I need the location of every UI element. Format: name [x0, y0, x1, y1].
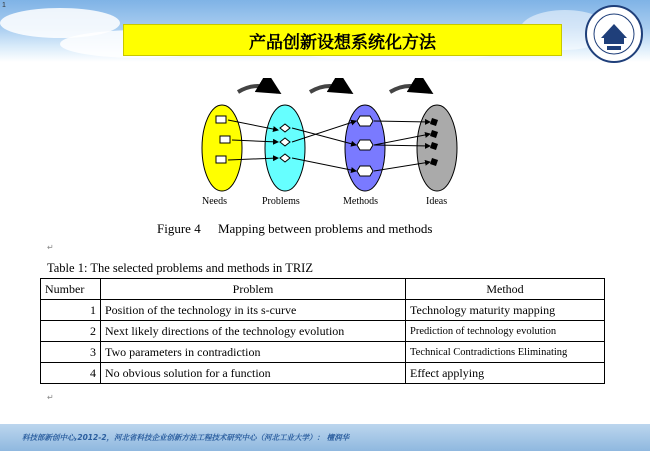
page-number: 1: [2, 2, 6, 9]
mapping-figure: [150, 78, 495, 243]
table-row: [41, 300, 605, 321]
ideas-ellipse: [417, 105, 457, 191]
table-row: [41, 342, 605, 363]
label-methods: Methods: [343, 196, 378, 207]
row-method: Technical Contradictions Eliminating: [406, 342, 605, 363]
label-ideas: Ideas: [426, 196, 448, 207]
header-number: Number: [41, 279, 101, 300]
figure-caption: [157, 221, 432, 237]
row-number: 1: [41, 300, 101, 321]
problems-ellipse: [265, 105, 305, 191]
figure-caption-text: Mapping between problems and methods: [217, 221, 433, 236]
slide-title: 产品创新设想系统化方法: [123, 24, 562, 56]
label-needs: Needs: [202, 196, 227, 207]
problems-methods-table: [40, 278, 605, 384]
row-problem: Next likely directions of the technology evolution: [101, 321, 406, 342]
row-method: Technology maturity mapping: [406, 300, 605, 321]
row-number: 3: [41, 342, 101, 363]
row-problem: Two parameters in contradiction: [101, 342, 406, 363]
university-seal-logo: [584, 4, 644, 64]
row-number: 4: [41, 363, 101, 384]
figure-caption-number: Figure 4: [157, 221, 201, 236]
row-problem: No obvious solution for a function: [101, 363, 406, 384]
row-problem: Position of the technology in its s-curve: [101, 300, 406, 321]
paragraph-mark: ↵: [47, 243, 54, 252]
header-method: Method: [406, 279, 605, 300]
table-caption: Table 1: The selected problems and methods in TRIZ: [47, 261, 313, 275]
row-method: Prediction of technology evolution: [406, 321, 605, 342]
table-row: [41, 363, 605, 384]
footer-text: 科技部新创中心,2012-2，河北省科技企业创新方法工程技术研究中心（河北工业大学）： 檀润华: [22, 433, 350, 442]
row-number: 2: [41, 321, 101, 342]
label-problems: Problems: [262, 196, 300, 207]
paragraph-mark: ↵: [47, 393, 54, 402]
header-problem: Problem: [101, 279, 406, 300]
row-method: Effect applying: [406, 363, 605, 384]
table-header-row: [41, 279, 605, 300]
table-row: [41, 321, 605, 342]
